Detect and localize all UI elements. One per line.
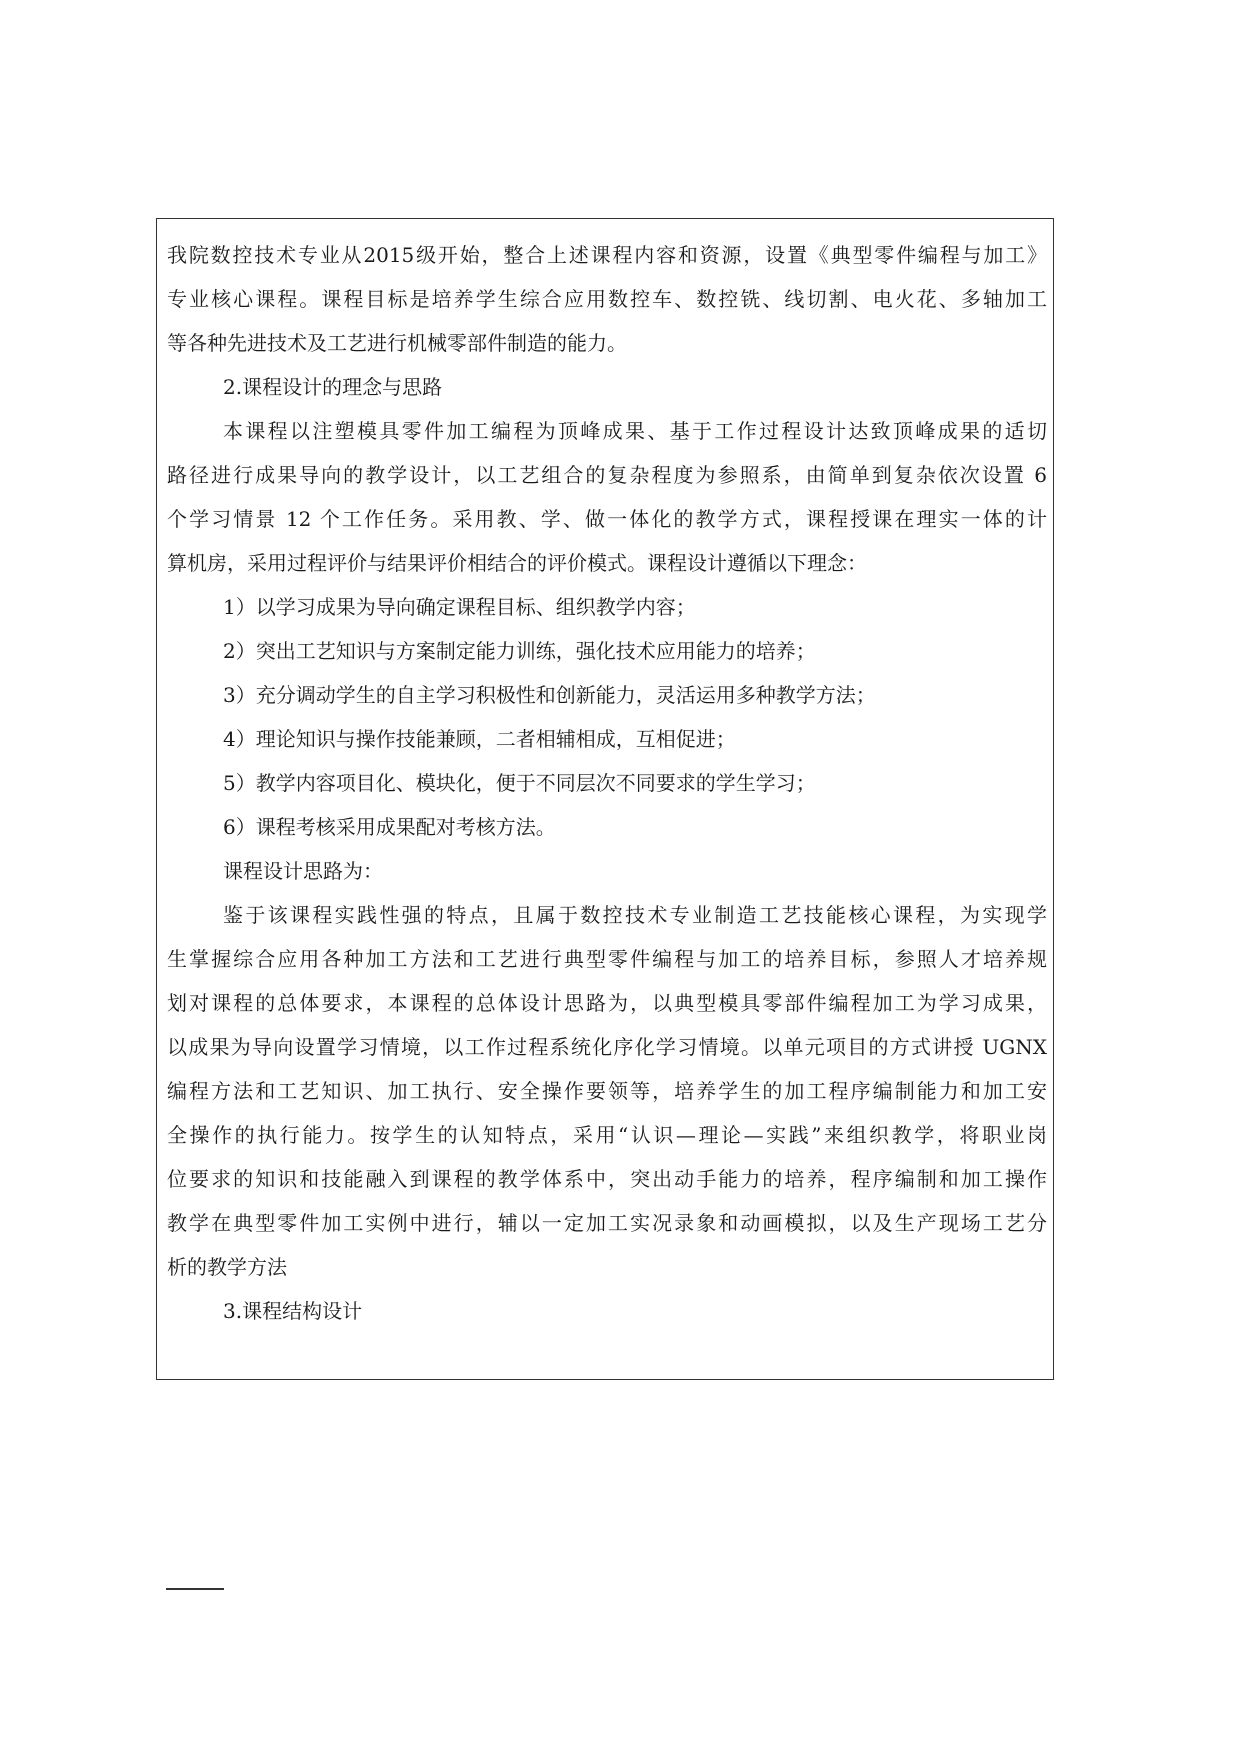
body-text-line: 专业核心课程。课程目标是培养学生综合应用数控车、数控铣、线切割、电火花、多轴加工 [167,287,1047,311]
body-text-line: 编程方法和工艺知识、加工执行、安全操作要领等，培养学生的加工程序编制能力和加工安 [167,1079,1047,1103]
subheading: 课程设计思路为： [223,859,383,883]
body-text-line: 路径进行成果导向的教学设计，以工艺组合的复杂程度为参照系，由简单到复杂依次设置 6 [167,463,1047,487]
body-text-line: 个学习情景 12 个工作任务。采用教、学、做一体化的教学方式，课程授课在理实一体的计 [167,507,1047,531]
body-text-line: 划对课程的总体要求，本课程的总体设计思路为，以典型模具零部件编程加工为学习成果， [167,991,1047,1015]
body-text-line: 算机房，采用过程评价与结果评价相结合的评价模式。课程设计遵循以下理念： [167,551,867,575]
body-text-line: 教学在典型零件加工实例中进行，辅以一定加工实况录象和动画模拟，以及生产现场工艺分 [167,1211,1047,1235]
body-text-line: 生掌握综合应用各种加工方法和工艺进行典型零件编程与加工的培养目标，参照人才培养规 [167,947,1047,971]
body-text-line: 鉴于该课程实践性强的特点，且属于数控技术专业制造工艺技能核心课程，为实现学 [223,903,1047,927]
section-heading: 2.课程设计的理念与思路 [223,375,443,399]
list-item: 3）充分调动学生的自主学习积极性和创新能力，灵活运用多种教学方法； [223,683,876,707]
footer-rule [166,1588,224,1590]
list-item: 6）课程考核采用成果配对考核方法。 [223,815,556,839]
body-text-line: 析的教学方法 [167,1255,287,1279]
list-item: 2）突出工艺知识与方案制定能力训练，强化技术应用能力的培养； [223,639,816,663]
list-item: 1）以学习成果为导向确定课程目标、组织教学内容； [223,595,696,619]
section-heading: 3.课程结构设计 [223,1299,363,1323]
list-item: 5）教学内容项目化、模块化，便于不同层次不同要求的学生学习； [223,771,816,795]
list-item: 4）理论知识与操作技能兼顾，二者相辅相成，互相促进； [223,727,736,751]
body-text-line: 等各种先进技术及工艺进行机械零部件制造的能力。 [167,331,627,355]
body-text-line: 本课程以注塑模具零件加工编程为顶峰成果、基于工作过程设计达致顶峰成果的适切 [223,419,1047,443]
body-text-line: 以成果为导向设置学习情境，以工作过程系统化序化学习情境。以单元项目的方式讲授 UGNX [167,1035,1047,1059]
body-text-line: 全操作的执行能力。按学生的认知特点，采用“认识—理论—实践”来组织教学，将职业岗 [167,1123,1047,1147]
body-text-line: 位要求的知识和技能融入到课程的教学体系中，突出动手能力的培养，程序编制和加工操作 [167,1167,1047,1191]
body-text-line: 我院数控技术专业从2015级开始，整合上述课程内容和资源，设置《典型零件编程与加工》 [167,243,1047,267]
